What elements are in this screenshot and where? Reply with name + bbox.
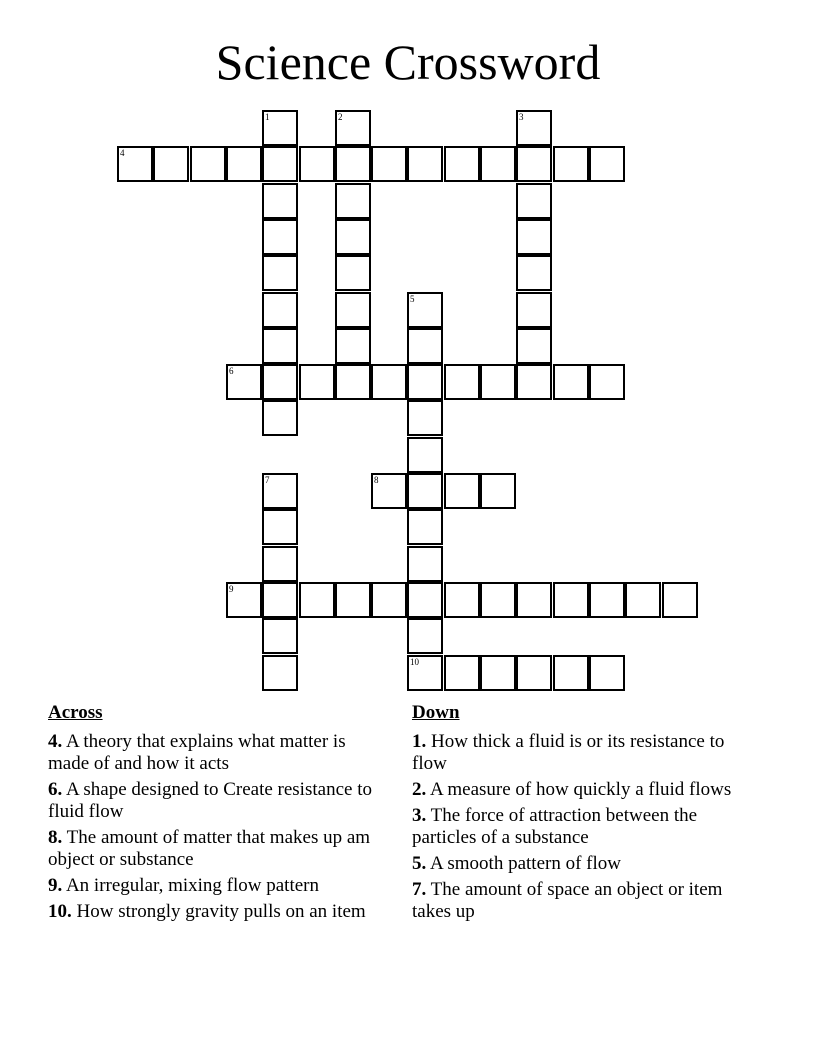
- clue-text: How strongly gravity pulls on an item: [76, 901, 366, 922]
- grid-cell[interactable]: [444, 364, 480, 400]
- grid-cell[interactable]: [589, 364, 625, 400]
- grid-cell[interactable]: [553, 364, 589, 400]
- grid-cell[interactable]: [516, 146, 552, 182]
- clue-number: 10.: [48, 901, 72, 922]
- grid-cell[interactable]: [444, 655, 480, 691]
- grid-cell[interactable]: [190, 146, 226, 182]
- grid-cell[interactable]: [226, 146, 262, 182]
- clue-number: 2.: [412, 779, 427, 800]
- grid-cell[interactable]: [262, 509, 298, 545]
- grid-cell[interactable]: [371, 582, 407, 618]
- grid-cell[interactable]: [299, 582, 335, 618]
- grid-cell[interactable]: [553, 582, 589, 618]
- grid-cell[interactable]: [516, 364, 552, 400]
- grid-cell[interactable]: [335, 292, 371, 328]
- grid-cell[interactable]: [444, 146, 480, 182]
- down-clue: [412, 805, 752, 849]
- grid-cell[interactable]: [299, 146, 335, 182]
- across-clue: [48, 827, 388, 871]
- grid-cell[interactable]: [444, 582, 480, 618]
- grid-cell[interactable]: [226, 364, 262, 400]
- grid-cell[interactable]: [371, 146, 407, 182]
- grid-cell[interactable]: [407, 292, 443, 328]
- across-heading: Across: [48, 702, 103, 723]
- across-clues: [48, 702, 388, 927]
- grid-cell[interactable]: [153, 146, 189, 182]
- grid-cell[interactable]: [226, 582, 262, 618]
- grid-cell[interactable]: [262, 400, 298, 436]
- clue-number: 6.: [48, 779, 63, 800]
- grid-cell[interactable]: [262, 473, 298, 509]
- grid-cell[interactable]: [262, 655, 298, 691]
- clue-text: An irregular, mixing flow pattern: [65, 875, 319, 896]
- grid-cell[interactable]: [480, 582, 516, 618]
- grid-cell[interactable]: [516, 255, 552, 291]
- across-clue: [48, 901, 388, 923]
- grid-cell[interactable]: [262, 183, 298, 219]
- grid-cell[interactable]: [371, 473, 407, 509]
- grid-cell[interactable]: [589, 146, 625, 182]
- clue-text: The amount of matter that makes up am object or substance: [48, 827, 371, 870]
- clue-text: How thick a fluid is or its resistance to flow: [412, 731, 725, 774]
- grid-cell[interactable]: [625, 582, 661, 618]
- grid-cell[interactable]: [335, 146, 371, 182]
- grid-cell[interactable]: [480, 655, 516, 691]
- grid-cell[interactable]: [516, 328, 552, 364]
- page-title: Science Crossword: [215, 34, 601, 90]
- grid-cell[interactable]: [262, 546, 298, 582]
- clue-text: A shape designed to Create resistance to fluid flow: [48, 779, 372, 822]
- grid-cell[interactable]: [335, 582, 371, 618]
- grid-cell[interactable]: [553, 146, 589, 182]
- grid-cell[interactable]: [335, 183, 371, 219]
- clue-text: The force of attraction between the particles of a substance: [412, 805, 698, 848]
- across-clue: [48, 731, 388, 775]
- down-clue: [412, 853, 752, 875]
- down-clues: [412, 702, 752, 927]
- grid-cell[interactable]: [407, 473, 443, 509]
- grid-cell[interactable]: [262, 328, 298, 364]
- grid-cell[interactable]: [480, 364, 516, 400]
- grid-cell[interactable]: [516, 183, 552, 219]
- grid-cell[interactable]: [589, 582, 625, 618]
- cell-number: 9: [229, 584, 234, 594]
- grid-cell[interactable]: [262, 146, 298, 182]
- grid-cell[interactable]: [516, 655, 552, 691]
- clue-number: 9.: [48, 875, 63, 896]
- down-clue: [412, 779, 752, 801]
- grid-cell[interactable]: [299, 364, 335, 400]
- down-heading: Down: [412, 702, 460, 723]
- cell-number: 1: [265, 112, 270, 122]
- clue-text: A theory that explains what matter is made of and how it acts: [48, 731, 346, 774]
- grid-cell[interactable]: [407, 328, 443, 364]
- grid-cell[interactable]: [117, 146, 153, 182]
- clue-text: A measure of how quickly a fluid flows: [429, 779, 732, 800]
- grid-cell[interactable]: [262, 582, 298, 618]
- grid-cell[interactable]: [335, 110, 371, 146]
- clue-number: 3.: [412, 805, 427, 826]
- across-clue: [48, 875, 388, 897]
- cell-number: 8: [374, 475, 379, 485]
- grid-cell[interactable]: [335, 219, 371, 255]
- clue-number: 5.: [412, 853, 427, 874]
- grid-cell[interactable]: [262, 255, 298, 291]
- grid-cell[interactable]: [407, 582, 443, 618]
- clue-number: 8.: [48, 827, 63, 848]
- grid-cell[interactable]: [335, 364, 371, 400]
- grid-cell[interactable]: [407, 146, 443, 182]
- cell-number: 4: [120, 148, 125, 158]
- grid-cell[interactable]: [262, 364, 298, 400]
- grid-cell[interactable]: [262, 618, 298, 654]
- grid-cell[interactable]: [407, 400, 443, 436]
- grid-cell[interactable]: [371, 364, 407, 400]
- grid-cell[interactable]: [444, 473, 480, 509]
- cell-number: 10: [410, 657, 419, 667]
- clue-text: The amount of space an object or item takes up: [412, 879, 723, 922]
- cell-number: 7: [265, 475, 270, 485]
- grid-cell[interactable]: [480, 146, 516, 182]
- grid-cell[interactable]: [662, 582, 698, 618]
- grid-cell[interactable]: [407, 546, 443, 582]
- grid-cell[interactable]: [516, 110, 552, 146]
- grid-cell[interactable]: [589, 655, 625, 691]
- grid-cell[interactable]: [262, 219, 298, 255]
- grid-cell[interactable]: [335, 255, 371, 291]
- down-clue: [412, 731, 752, 775]
- cell-number: 2: [338, 112, 343, 122]
- clue-number: 1.: [412, 731, 427, 752]
- clue-number: 4.: [48, 731, 63, 752]
- across-clue: [48, 779, 388, 823]
- down-clue: [412, 879, 752, 923]
- grid-cell[interactable]: [407, 618, 443, 654]
- grid-cell[interactable]: [262, 110, 298, 146]
- grid-cell[interactable]: [407, 655, 443, 691]
- grid-cell[interactable]: [407, 364, 443, 400]
- grid-cell[interactable]: [262, 292, 298, 328]
- clue-number: 7.: [412, 879, 427, 900]
- grid-cell[interactable]: [516, 582, 552, 618]
- cell-number: 3: [519, 112, 524, 122]
- cell-number: 6: [229, 366, 234, 376]
- grid-cell[interactable]: [553, 655, 589, 691]
- cell-number: 5: [410, 294, 415, 304]
- grid-cell[interactable]: [335, 328, 371, 364]
- clue-text: A smooth pattern of flow: [429, 853, 621, 874]
- grid-cell[interactable]: [407, 509, 443, 545]
- grid-cell[interactable]: [407, 437, 443, 473]
- grid-cell[interactable]: [480, 473, 516, 509]
- grid-cell[interactable]: [516, 292, 552, 328]
- grid-cell[interactable]: [516, 219, 552, 255]
